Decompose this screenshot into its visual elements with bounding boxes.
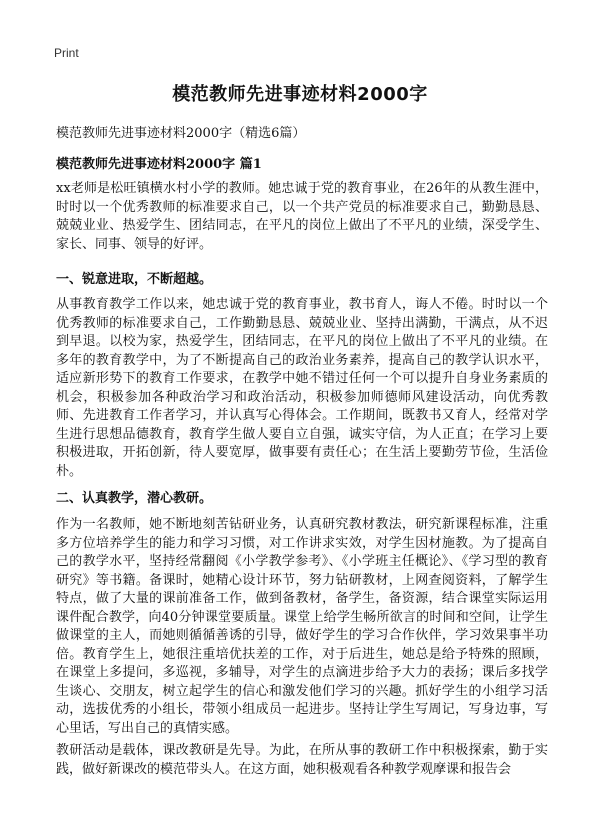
print-label[interactable]: Print <box>54 46 79 60</box>
section2-paragraph-1: 作为一名教师，她不断地刻苦钻研业务，认真研究教材教法，研究新课程标准，注重多方位培养学生的能力和学习习惯，对工作讲求实效，对学生因材施教。为了提高自己的教学水平，坚持经常翻阅《小学教学参考》、《小学班主任概论》、《学习型的教育研究》等书籍。备课时，她精心设计环节，努力钻研教材，上网查阅资料，了解学生特点，做了大量的课前准备工作，做到备教材，备学生，备资源，结合课堂实际运用课件配合教学，向40分钟课堂要质量。课堂上给学生畅所欲言的时间和空间，让学生做课堂的主人，而她则循循善诱的引导，做好学生的学习合作伙伴，学习效果事半功倍。教育学生上，她很注重培优扶差的工作，对于后进生，她总是给予特殊的照顾，在课堂上多提问，多巡视，多辅导，对学生的点滴进步给予大力的表扬；课后多找学生谈心、交朋友，树立起学生的信心和激发他们学习的兴趣。抓好学生的小组学习活动，选拔优秀的小组长，带领小组成员一起进步。坚持让学生写周记，写身边事，写心里话，写出自己的真情实感。 <box>56 517 548 736</box>
section1-heading: 一、锐意进取，不断超越。 <box>56 272 213 287</box>
intro-paragraph: xx老师是松旺镇横水村小学的教师。她忠诚于党的教育事业，在26年的从教生涯中，时时以一个优秀教师的标准要求自己，以一个共产党员的标准要求自己，勤勤恳恳、兢兢业业、热爱学生、团结同志，在平凡的岗位上做出了不平凡的业绩，深受学生、家长、同事、领导的好评。 <box>56 181 548 252</box>
part1-heading: 模范教师先进事迹材料2000字 篇1 <box>56 157 262 172</box>
section2-heading: 二、认真教学，潜心教研。 <box>56 491 213 506</box>
section2-paragraph-2: 教研活动是载体，课改教研是先导。为此，在所从事的教研工作中积极探索，勤于实践，做好新课改的模范带头人。在这方面，她积极观看各种教学观摩课和报告会 <box>56 743 548 777</box>
document-subtitle: 模范教师先进事迹材料2000字（精选6篇） <box>56 126 306 141</box>
document-title: 模范教师先进事迹材料2000字 <box>172 84 428 105</box>
section1-paragraph: 从事教育教学工作以来，她忠诚于党的教育事业，教书育人，诲人不倦。时时以一个优秀教师的标准要求自己，工作勤勤恳恳、兢兢业业、坚持出满勤，干满点，从不迟到早退。以校为家，热爱学生，团结同志，在平凡的岗位上做出了不平凡的业绩。在多年的教育教学中，为了不断提高自己的政治业务素养，提高自己的教学认识水平，适应新形势下的教育工作要求，在教学中她不错过任何一个可以提升自身业务素质的机会，积极参加各种政治学习和政治活动，积极参加师德师风建设活动，向优秀教师、先进教育工作者学习，并认真写心得体会。工作期间，既教书又育人，经常对学生进行思想品德教育，教育学生做人要自立自强，诚实守信，为人正直；在学习上要积极进取，开拓创新，待人要宽厚，做事要有责任心；在生活上要勤劳节俭，生活俭朴。 <box>56 297 548 479</box>
